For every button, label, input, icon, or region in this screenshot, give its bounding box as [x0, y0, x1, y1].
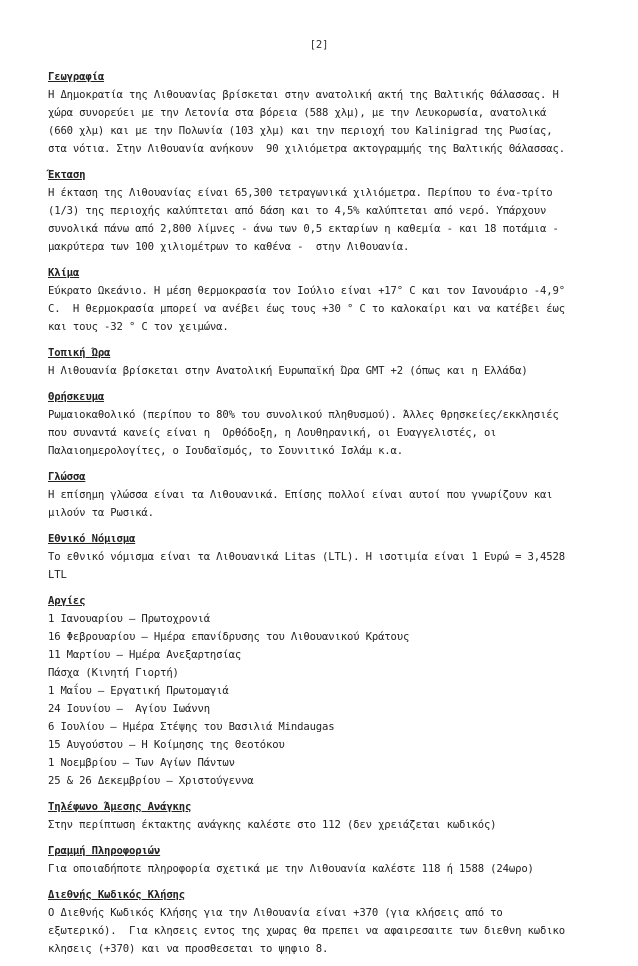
paragraph-line: C. Η θερμοκρασία μπορεί να ανέβει έως τους +30 ° C το καλοκαίρι και να κατέβει έως [48, 303, 565, 315]
paragraph-line: 11 Μαρτίου – Ημέρα Ανεξαρτησίας [48, 649, 242, 661]
document-body [48, 68, 596, 966]
section-heading: Διεθνής Κωδικός Κλήσης [48, 889, 186, 901]
section-heading: Αργίες [48, 595, 86, 607]
section [48, 68, 596, 158]
paragraph-line: Παλαιοημερολογίτες, ο Ιουδαϊσμός, το Σουνιτικό Ισλάμ κ.α. [48, 445, 403, 457]
paragraph-line: (660 χλμ) και με την Πολωνία (103 χλμ) και την περιοχή του Kalinigrad της Ρωσίας, [48, 125, 553, 137]
paragraph-line: Ρωμαιοκαθολικό (περίπου το 80% του συνολικού πληθυσμού). Άλλες θρησκείες/εκκλησιές [48, 409, 559, 421]
section-heading: Έκταση [48, 169, 86, 181]
paragraph-line: Εύκρατο Ωκεάνιο. Η μέση θερμοκρασία τον Ιούλιο είναι +17° C και τον Ιανουάριο -4,9° [48, 285, 565, 297]
paragraph-line: και τους -32 ° C τον χειμώνα. [48, 321, 229, 333]
paragraph-line: Η Λιθουανία βρίσκεται στην Ανατολική Ευρωπαϊκή Ώρα GMT +2 (όπως και η Ελλάδα) [48, 365, 528, 377]
paragraph-line: 1 Ιανουαρίου – Πρωτοχρονιά [48, 613, 210, 625]
paragraph-line: εξωτερικό). Για κλησεις εντος της χωρας θα πρεπει να αφαιρεσαιτε των διεθνη κωδικο [48, 925, 565, 937]
paragraph-line: κλησεις (+370) και να προσθεσεται το ψηφιο 8. [48, 943, 329, 955]
paragraph-line: που συναντά κανείς είναι η Ορθόδοξη, η Λουθηρανική, οι Ευαγγελιστές, οι [48, 427, 497, 439]
paragraph-line: 6 Ιουλίου – Ημέρα Στέψης του Βασιλιά Mindaugas [48, 721, 335, 733]
page-number: [2] [309, 39, 329, 51]
section [48, 388, 596, 460]
paragraph-line: μακρύτερα των 100 χιλιομέτρων το καθένα - στην Λιθουανία. [48, 241, 410, 253]
section [48, 798, 596, 834]
paragraph-line: 16 Φεβρουαρίου – Ημέρα επανίδρυσης του Λιθουανικού Κράτους [48, 631, 410, 643]
paragraph-line: στα νότια. Στην Λιθουανία ανήκουν 90 χιλιόμετρα ακτογραμμής της Βαλτικής Θάλασσας. [48, 143, 565, 155]
section [48, 344, 596, 380]
paragraph-line: 1 Μαΐου – Εργατική Πρωτομαγιά [48, 685, 229, 697]
paragraph-line: Η επίσημη γλώσσα είναι τα Λιθουανικά. Επίσης πολλοί είναι αυτοί που γνωρίζουν και [48, 489, 553, 501]
section [48, 886, 596, 958]
paragraph-line: 24 Ιουνίου – Αγίου Ιωάννη [48, 703, 210, 715]
section-heading: Τοπική Ώρα [48, 347, 111, 359]
paragraph-line: 25 & 26 Δεκεμβρίου – Χριστούγεννα [48, 775, 254, 787]
paragraph-line: Πάσχα (Κινητή Γιορτή) [48, 667, 179, 679]
section [48, 468, 596, 522]
section [48, 264, 596, 336]
paragraph-line: LTL [48, 569, 67, 581]
paragraph-line: (1/3) της περιοχής καλύπτεται από δάση και το 4,5% καλύπτεται από νερό. Υπάρχουν [48, 205, 547, 217]
paragraph-line: συνολικά πάνω από 2,800 λίμνες - άνω των 0,5 εκταρίων η καθεμία - και 18 ποτάμια - [48, 223, 559, 235]
section-heading: Εθνικό Νόμισμα [48, 533, 136, 545]
paragraph-line: 15 Αυγούστου – Η Κοίμησης της Θεοτόκου [48, 739, 285, 751]
section [48, 842, 596, 878]
paragraph-line: Για οποιαδήποτε πληροφορία σχετικά με την Λιθουανία καλέστε 118 ή 1588 (24ωρο) [48, 863, 534, 875]
paragraph-line: Ο Διεθνής Κωδικός Κλήσης για την Λιθουανία είναι +370 (για κλήσεις από το [48, 907, 503, 919]
section-heading: Κλίμα [48, 267, 80, 279]
section [48, 592, 596, 790]
paragraph-line: μιλούν τα Ρωσικά. [48, 507, 154, 519]
section-heading: Θρήσκευμα [48, 391, 105, 403]
paragraph-line: 1 Νοεμβρίου – Των Αγίων Πάντων [48, 757, 235, 769]
paragraph-line: χώρα συνορεύει με την Λετονία στα βόρεια (588 χλμ), με την Λευκορωσία, ανατολικά [48, 107, 547, 119]
section [48, 166, 596, 256]
paragraph-line: Στην περίπτωση έκτακτης ανάγκης καλέστε στο 112 (δεν χρειάζεται κωδικός) [48, 819, 497, 831]
section-heading: Τηλέφωνο Άμεσης Ανάγκης [48, 801, 192, 813]
paragraph-line: Η Δημοκρατία της Λιθουανίας βρίσκεται στην ανατολική ακτή της Βαλτικής Θάλασσας. Η [48, 89, 559, 101]
section [48, 530, 596, 584]
section-heading: Γεωγραφία [48, 71, 105, 83]
section-heading: Γραμμή Πληροφοριών [48, 845, 161, 857]
section-heading: Γλώσσα [48, 471, 86, 483]
paragraph-line: Το εθνικό νόμισμα είναι τα Λιθουανικά Litas (LTL). Η ισοτιμία είναι 1 Ευρώ = 3,4528 [48, 551, 565, 563]
paragraph-line: Η έκταση της Λιθουανίας είναι 65,300 τετραγωνικά χιλιόμετρα. Περίπου το ένα-τρίτο [48, 187, 553, 199]
